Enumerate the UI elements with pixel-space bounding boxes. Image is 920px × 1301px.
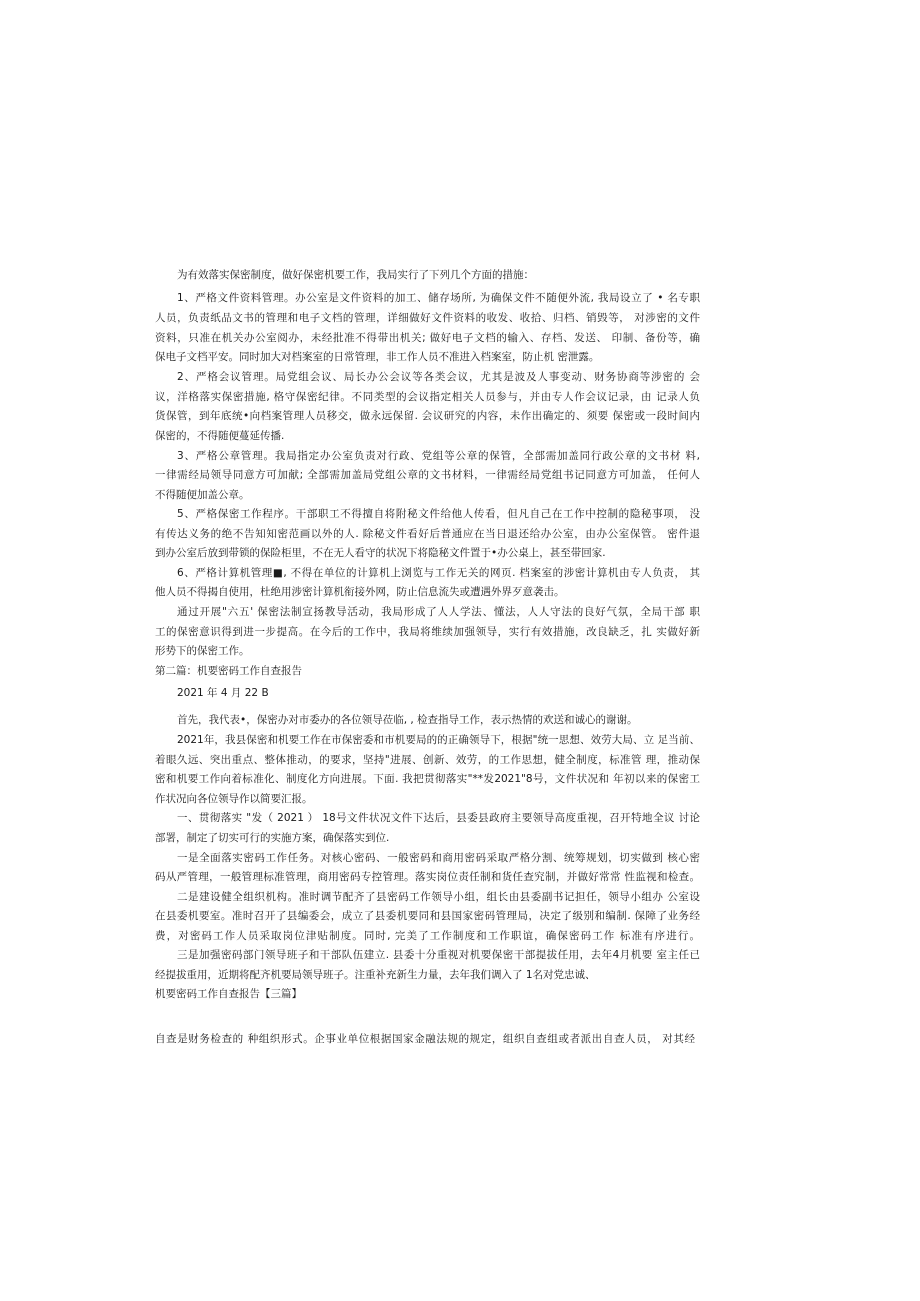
- paragraph-line: 有传达义务的绝不告知知密范画以外的人. 除秘文件看好后普通应在当日退还给办公室，由办公室保管。 密件退: [155, 528, 700, 540]
- paragraph-line: 1、严格文件资料管理。办公室是文件资料的加工、储存场所, 为确保文件不随便外流, 我局设立了 • 名专职: [177, 292, 700, 304]
- paragraph-line: 3、严格公章管理。我局指定办公室负责对行政、党组等公章的保管，全部需加盖同行政公章的文书材 料,: [177, 450, 700, 462]
- paragraph-line: 他人员不得揭自使用，杜绝用涉密计算机衔接外网，防止信息流失或遭遇外界歹意袭击。: [155, 586, 565, 598]
- paragraph-line: 二是建设健全组织机构。准时调节配齐了县密码工作领导小组，组长由县委副书记担任，领导小组办 公室设: [177, 891, 700, 903]
- paragraph-line: 一、贯彻落实 "发（ 2021 ） 18号文件状况文件下达后，县委县政府主要领导高度重视，召开特地全议 讨论: [177, 812, 700, 824]
- paragraph-line: 密和机要工作向着标准化、制度化方向进展。下面. 我把贯彻落实"**发2021"8号，文件状况和 年初以来的保密工: [155, 773, 700, 785]
- paragraph-line: 首先，我代表•，保密办对市委办的各位领导莅临, , 检查指导工作，表示热情的欢送和诚心的谢谢。: [177, 714, 638, 726]
- paragraph-line: 一是全面落实密码工作任务。对核心密码、一般密码和商用密码采取严格分割、统筹规划，切实做到 核心密: [177, 852, 700, 864]
- paragraph-line: 经提拔重用，近期将配齐机要局领导班子。注重补充新生力量，去年我们调入了 1名对党忠诚、: [155, 969, 596, 981]
- paragraph-line: 作状况向各位领导作以简要汇报。: [155, 793, 313, 805]
- paragraph-line: 费，对密码工作人员采取岗位津贴制度。同时, 完美了工作制度和工作职谊，确保密码工作 标准有序进行。: [155, 930, 700, 942]
- paragraph-line: 议，洋格落实保密措施, 格守保密纪律。不同类型的会议指定相关人员参与，并由专人作会议记录，由 记录人负: [155, 391, 700, 403]
- paragraph-line: 三是加强密码部门领导班子和干部队伍建立. 县委十分重视对机要保密干部提拔任用，去年4月机要 室主任已: [177, 949, 700, 961]
- paragraph-line: 人员，负责纸品文书的管理和电子文档的管理，详细做好文件资料的收发、收拾、归档、销毁等， 对涉密的文件: [155, 312, 700, 324]
- paragraph-line: 保密的，不得随便蔓延传播.: [155, 430, 285, 442]
- paragraph-line: 到办公室后放到带锁的保险柜里，不在无人看守的状况下将隐秘文件置于•办公桌上，甚至带回家.: [155, 547, 606, 559]
- paragraph-line: 货保管，到年底统•向档案管理人员移交，做永远保留. 会议研究的内容，未作出确定的、须要 保密或一段时间内: [155, 410, 700, 422]
- paragraph-line: 着眼久远、突出重点、整体推动，的要求，坚持"进展、创新、效劳，的工作思想，健全制度，标准管 理，推动保: [155, 754, 700, 766]
- paragraph-line: 5、严格保密工作程序。干部职工不得擅自将附秘文件给他人传看，但凡自己在工作中控制的隐秘事项， 没: [177, 508, 700, 520]
- paragraph-line: 形势下的保密工作。: [155, 645, 250, 657]
- paragraph-line: 在县委机要室。准时召开了县编委会，成立了县委机要同和县国家密码管理局，决定了级别和编制. 保障了业务经: [155, 910, 700, 922]
- paragraph-line: 码从严管理，一般管理标准管理，商用密码专控管理。落实岗位责任制和货任查究制，并做好常常 性监视和检查。: [155, 871, 700, 883]
- paragraph-line: 2021年，我县保密和机要工作在市保密委和市机要局的的正确领导下，根据"统一思想、效劳大局、立 足当前、: [177, 734, 700, 746]
- intro-line: 为有效落实保密制度，做好保密机要工作，我局实行了下列几个方面的措施：: [177, 269, 534, 281]
- paragraph-line: 工的保密意识得到进一步提高。在今后的工作中，我局将维续加强领导，实行有效措施，改良缺乏，扎 实做好新: [155, 626, 700, 638]
- paragraph-line: 2、严格会议管理。局党组会议、局长办公会议等各类会议，尤其是波及人事变动、财务协商等涉密的 会: [177, 371, 700, 383]
- paragraph-line: 6、严格计算机管理■, 不得在单位的计算机上浏览与工作无关的网页. 档案室的涉密计算机由专人负责， 其: [177, 567, 700, 579]
- date-line: 2021 年 4 月 22 B: [177, 687, 269, 699]
- paragraph-line: 资料，只准在机关办公室阅办，未经批准不得带出机关; 做好电子文档的输入、存档、发送、 印制、备份等，确: [155, 332, 700, 344]
- paragraph-line: 一律需经局领导同意方可加献; 全部需加盖局党组公章的文书材料，一律需经局党组书记同意方可加盖， 任何人: [155, 469, 700, 481]
- paragraph-line: 保电子文档平安。同时加大对档案室的日常管理，非工作人员不准进入档案室，防止机 密泄露。: [155, 351, 600, 363]
- paragraph-line: 自查是财务检查的 种组织形式。企事业单位根据国家金融法规的规定，组织自查组或者派出自查人员， 对其经: [155, 1033, 695, 1045]
- section-heading: 机要密码工作自查报告【三篇】: [155, 988, 302, 1000]
- paragraph-line: 通过开展"六五' 保密法制宣扬教导活动，我局形成了人人学法、懂法，人人守法的良好气氛，全局干部 职: [177, 606, 700, 618]
- paragraph-line: 部署，制定了切实可行的实施方案，确保落实到位.: [155, 832, 390, 844]
- paragraph-line: 不得随便加盖公章。: [155, 489, 250, 501]
- section-heading: 第二篇：机要密码工作自查报告: [155, 665, 302, 677]
